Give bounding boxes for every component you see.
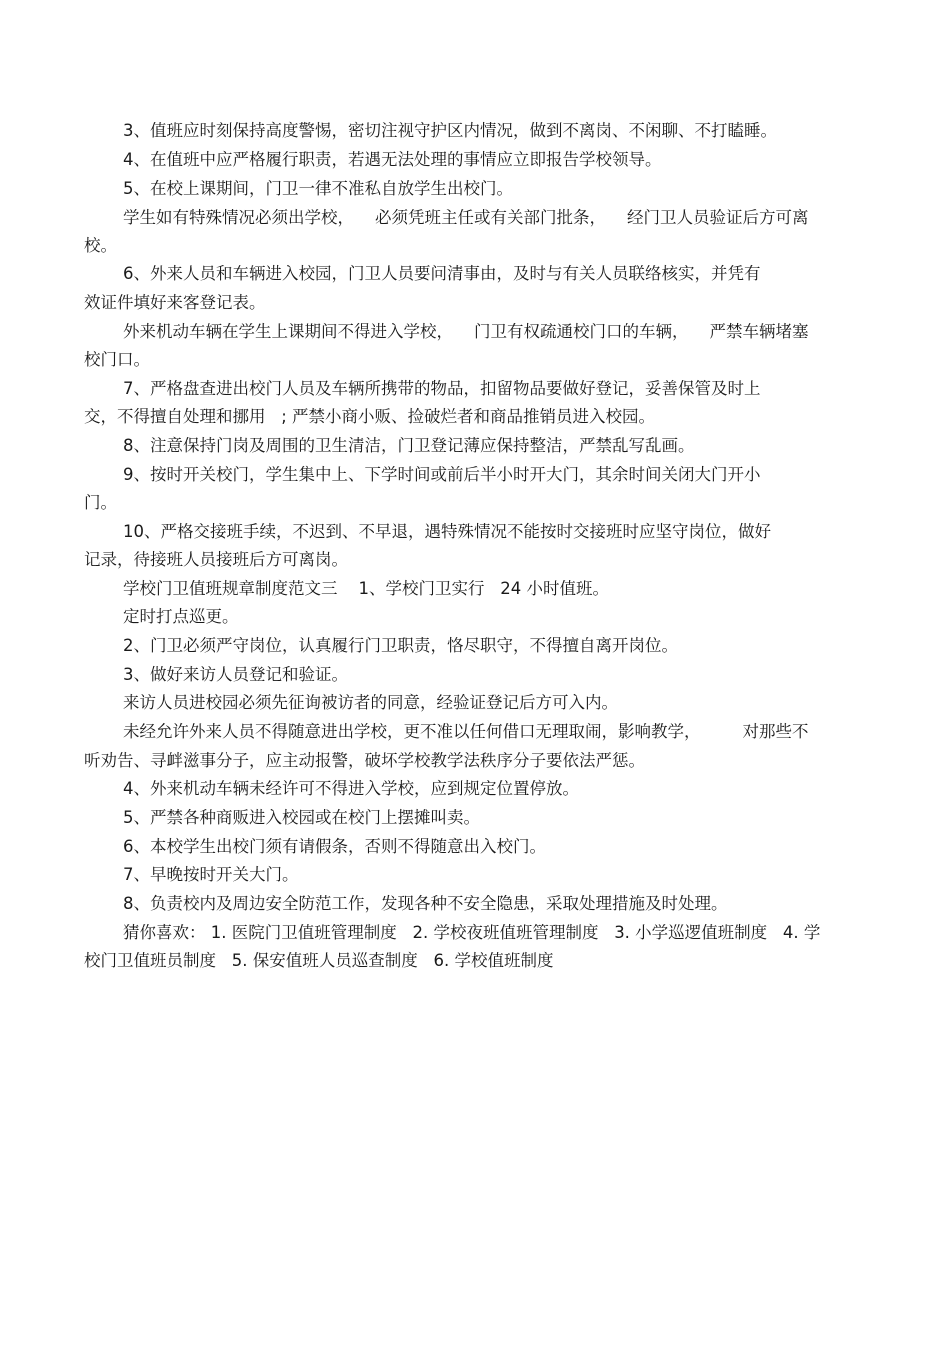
text-line: 5、严禁各种商贩进入校园或在校门上摆摊叫卖。 <box>123 808 480 827</box>
text-line: 3、值班应时刻保持高度警惕，密切注视守护区内情况，做到不离岗、不闲聊、不打瞌睡。 <box>123 121 777 140</box>
text-line: 4、在值班中应严格履行职责，若遇无法处理的事情应立即报告学校领导。 <box>123 150 662 169</box>
text-line: 听劝告、寻衅滋事分子，应主动报警，破坏学校教学法秩序分子要依法严惩。 <box>84 751 645 770</box>
text-line: 学生如有特殊情况必须出学校， 必须凭班主任或有关部门批条， 经门卫人员验证后方可离 <box>123 208 809 227</box>
text-line: 6、外来人员和车辆进入校园，门卫人员要问清事由，及时与有关人员联络核实，并凭有 <box>123 264 761 283</box>
text-line: 3、做好来访人员登记和验证。 <box>123 665 348 684</box>
text-line: 2、门卫必须严守岗位，认真履行门卫职责，恪尽职守，不得擅自离开岗位。 <box>123 636 678 655</box>
text-line: 学校门卫值班规章制度范文三 1、学校门卫实行 24 小时值班。 <box>123 579 609 598</box>
text-line: 9、按时开关校门，学生集中上、下学时间或前后半小时开大门，其余时间关闭大门开小 <box>123 465 761 484</box>
text-line: 效证件填好来客登记表。 <box>84 293 266 312</box>
text-line: 6、本校学生出校门须有请假条，否则不得随意出入校门。 <box>123 837 546 856</box>
text-line: 来访人员进校园必须先征询被访者的同意，经验证登记后方可入内。 <box>123 693 618 712</box>
text-line: 门。 <box>84 493 117 512</box>
text-line: 校。 <box>84 236 117 255</box>
text-line: 交，不得擅自处理和挪用 ; 严禁小商小贩、捡破烂者和商品推销员进入校园。 <box>84 407 656 426</box>
text-line: 校门卫值班员制度 5. 保安值班人员巡查制度 6. 学校值班制度 <box>84 951 554 970</box>
text-line: 记录，待接班人员接班后方可离岗。 <box>84 550 348 569</box>
text-line: 校门口。 <box>84 350 150 369</box>
text-line: 定时打点巡更。 <box>123 607 239 626</box>
text-line: 外来机动车辆在学生上课期间不得进入学校， 门卫有权疏通校门口的车辆， 严禁车辆堵塞 <box>123 322 809 341</box>
text-line: 未经允许外来人员不得随意进出学校，更不准以任何借口无理取闹，影响教学， 对那些不 <box>123 722 809 741</box>
text-line: 5、在校上课期间，门卫一律不准私自放学生出校门。 <box>123 179 513 198</box>
text-line: 10、严格交接班手续，不迟到、不早退，遇特殊情况不能按时交接班时应坚守岗位，做好 <box>123 522 771 541</box>
text-line: 7、早晚按时开关大门。 <box>123 865 299 884</box>
text-line: 8、负责校内及周边安全防范工作，发现各种不安全隐患，采取处理措施及时处理。 <box>123 894 728 913</box>
text-line: 猜你喜欢： 1. 医院门卫值班管理制度 2. 学校夜班值班管理制度 3. 小学巡逻值班制度 4. 学 <box>123 923 821 942</box>
text-line: 8、注意保持门岗及周围的卫生清洁，门卫登记薄应保持整洁，严禁乱写乱画。 <box>123 436 695 455</box>
text-line: 7、严格盘查进出校门人员及车辆所携带的物品，扣留物品要做好登记，妥善保管及时上 <box>123 379 761 398</box>
text-line: 4、外来机动车辆未经许可不得进入学校，应到规定位置停放。 <box>123 779 579 798</box>
